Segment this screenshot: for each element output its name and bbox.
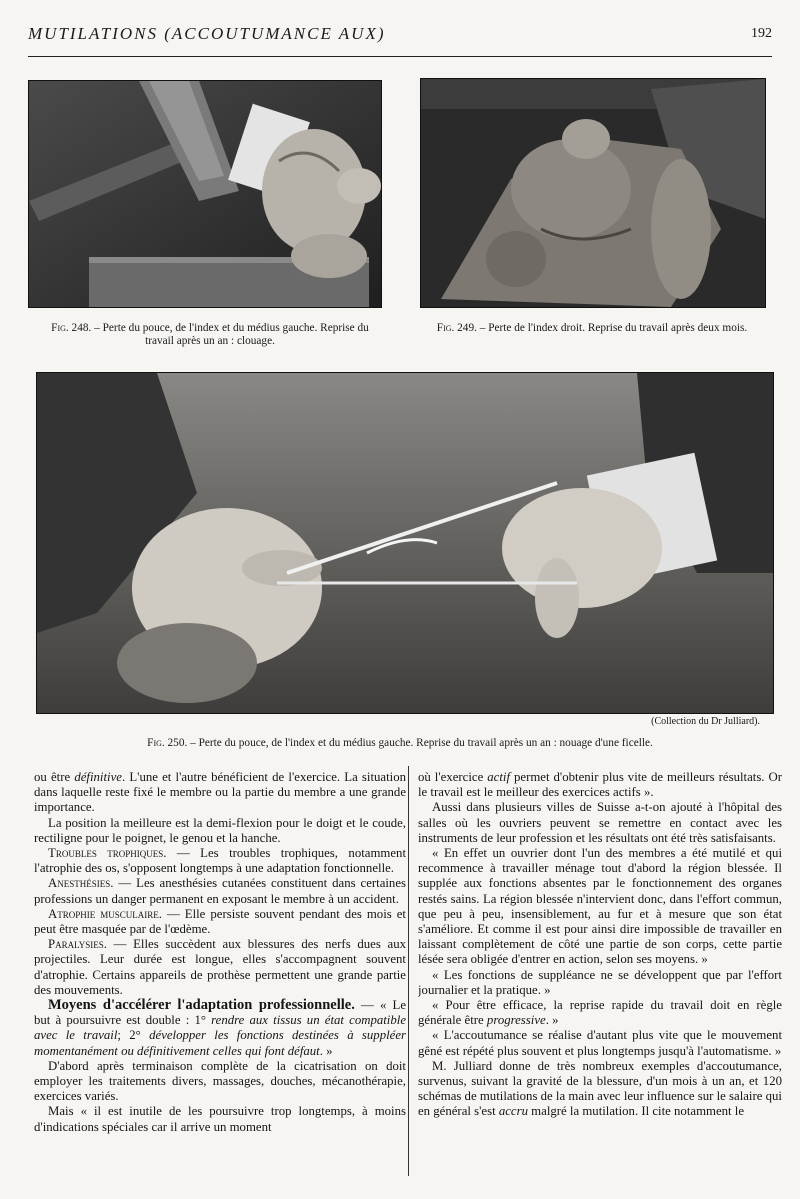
section-heading: Atrophie musculaire. <box>48 906 162 921</box>
running-title: MUTILATIONS (ACCOUTUMANCE AUX) <box>28 24 386 43</box>
text-run: . » <box>319 1043 333 1058</box>
text-run: ou être <box>34 770 75 784</box>
paragraph <box>34 770 406 816</box>
figure-250-label: Fig. 250. <box>147 737 188 749</box>
right-column <box>418 770 782 1180</box>
paragraph <box>418 1059 782 1120</box>
paragraph: « En effet un ouvrier dont l'un des membres a été mutilé et qui recommence à travailler ménage tout d'abord la région blessée. Il supplée aux fonctions absentes par le fonctionnement des organes restés sains. La région blessée n'intervient donc, dans l'effort commun, que peu à peu, insensiblement, au fur et à mesure que son état s'améliore. Et comme il est pour ainsi dire impossible de travailler en laissant complètement de côté une partie de son corps, cette partie lésée sera obligée d'entrer en action, selon ses moyens. » <box>418 846 782 967</box>
text-run: — Elles succèdent aux blessures des nerfs dues aux projectiles. Leur durée est longue, elles s'accompagnent souvent d'atrophie. Certains appareils de prothèse permettent une grande partie des mouvements. <box>34 937 406 997</box>
figure-248-caption-text: – Perte du pouce, de l'index et du médius gauche. Reprise du travail après un an : clouage. <box>94 322 369 347</box>
paragraph <box>34 907 406 937</box>
text-run: — « Le but à poursuivre est double : 1° <box>34 998 406 1028</box>
figure-250-caption <box>20 737 780 750</box>
text-run-italic: progressive <box>486 1013 546 1028</box>
text-run: — Les troubles trophiques, notamment l'atrophie des os, s'opposent longtemps à une adaptation fonctionnelle. <box>34 846 406 876</box>
text-run: . » <box>545 1013 559 1028</box>
paragraph <box>34 846 406 876</box>
header-rule <box>28 56 772 57</box>
subsection-heading: Moyens d'accélérer l'adaptation professionnelle. <box>48 997 355 1014</box>
paragraph <box>418 998 782 1028</box>
section-heading: Paralysies. <box>48 937 107 952</box>
paragraph <box>34 937 406 998</box>
text-run-italic: actif <box>487 770 511 784</box>
text-run: ; 2° <box>117 1028 150 1043</box>
text-run: — Les anesthésies cutanées constituent dans certaines professions un danger permanent en exposant le membre à un accident. <box>34 876 406 906</box>
text-run-italic: développer les fonctions destinées à suppléer momentanément ou définitivement celles qui font défaut <box>34 1028 406 1058</box>
paragraph: « L'accoutumance se réalise d'autant plus vite que le mouvement gêné est répété plus souvent et plus longtemps jusqu'à l'automatisme. » <box>418 1028 782 1058</box>
section-heading: Troubles trophiques. <box>48 846 167 861</box>
paragraph: La position la meilleure est la demi-flexion pour le doigt et le coude, rectiligne pour le poignet, le genou et la hanche. <box>34 815 406 845</box>
text-run: . L'une et l'autre bénéficient de l'exercice. La situation dans laquelle reste fixé le membre ou la partie du membre a une grande importance. <box>34 770 406 815</box>
figure-250-credit: (Collection du Dr Julliard). <box>651 716 760 727</box>
figure-249-caption-text: – Perte de l'index droit. Reprise du travail après deux mois. <box>479 322 748 334</box>
text-run-italic: accru <box>498 1104 528 1119</box>
paragraph <box>34 998 406 1059</box>
column-divider <box>408 766 409 1176</box>
paragraph: Aussi dans plusieurs villes de Suisse a-t-on ajouté à l'hôpital des salles où les ouvriers peuvent se remettre en contact avec les instruments de leur profession et les résultats ont été très satisfaisants. <box>418 800 782 845</box>
paragraph: « Les fonctions de suppléance ne se développent que par l'effort journalier et la pratique. » <box>418 967 782 997</box>
figure-248-photo <box>28 80 382 308</box>
text-run: — Elle persiste souvent pendant des mois et peut être masquée par de l'œdème. <box>34 906 406 937</box>
page-header <box>28 22 772 56</box>
text-run: « Pour être efficace, la reprise rapide du travail doit en règle générale être <box>418 998 782 1028</box>
text-run: malgré la mutilation. Il cite notamment le <box>527 1104 745 1119</box>
paragraph <box>418 770 782 800</box>
page-number: 192 <box>751 26 772 41</box>
figure-250-photo <box>36 372 774 714</box>
section-heading: Anesthésies. <box>48 876 114 891</box>
text-run-italic: définitive <box>74 770 122 784</box>
figure-249-caption <box>420 322 764 335</box>
figure-249-photo <box>420 78 766 308</box>
figure-250-caption-text: – Perte du pouce, de l'index et du médius gauche. Reprise du travail après un an : nouage d'une ficelle. <box>190 737 653 749</box>
figure-248-caption <box>40 322 380 348</box>
paragraph: D'abord après terminaison complète de la cicatrisation on doit employer les traitements divers, massages, douches, mécanothérapie, exercices variés. <box>34 1058 406 1104</box>
figure-248-label: Fig. 248. <box>51 322 92 334</box>
text-run: où l'exercice <box>418 770 488 784</box>
text-run-italic: rendre aux tissus un état compatible avec le travail <box>34 1013 406 1043</box>
paragraph: Mais « il est inutile de les poursuivre trop longtemps, à moins d'indications spéciales car il arrive un moment <box>34 1104 406 1134</box>
figure-249-label: Fig. 249. <box>436 322 477 334</box>
text-run: M. Julliard donne de très nombreux exemples d'accoutumance, survenus, suivant la gravité de la blessure, d'un mois à un an, et 120 schémas de mutilations de la main avec leur influence sur le salaire qui en général s'est <box>418 1058 782 1119</box>
text-run: permet d'obtenir plus vite de meilleurs résultats. Or le travail est le meilleur des exercices actifs ». <box>418 770 782 800</box>
left-column <box>34 770 406 1180</box>
paragraph <box>34 876 406 906</box>
